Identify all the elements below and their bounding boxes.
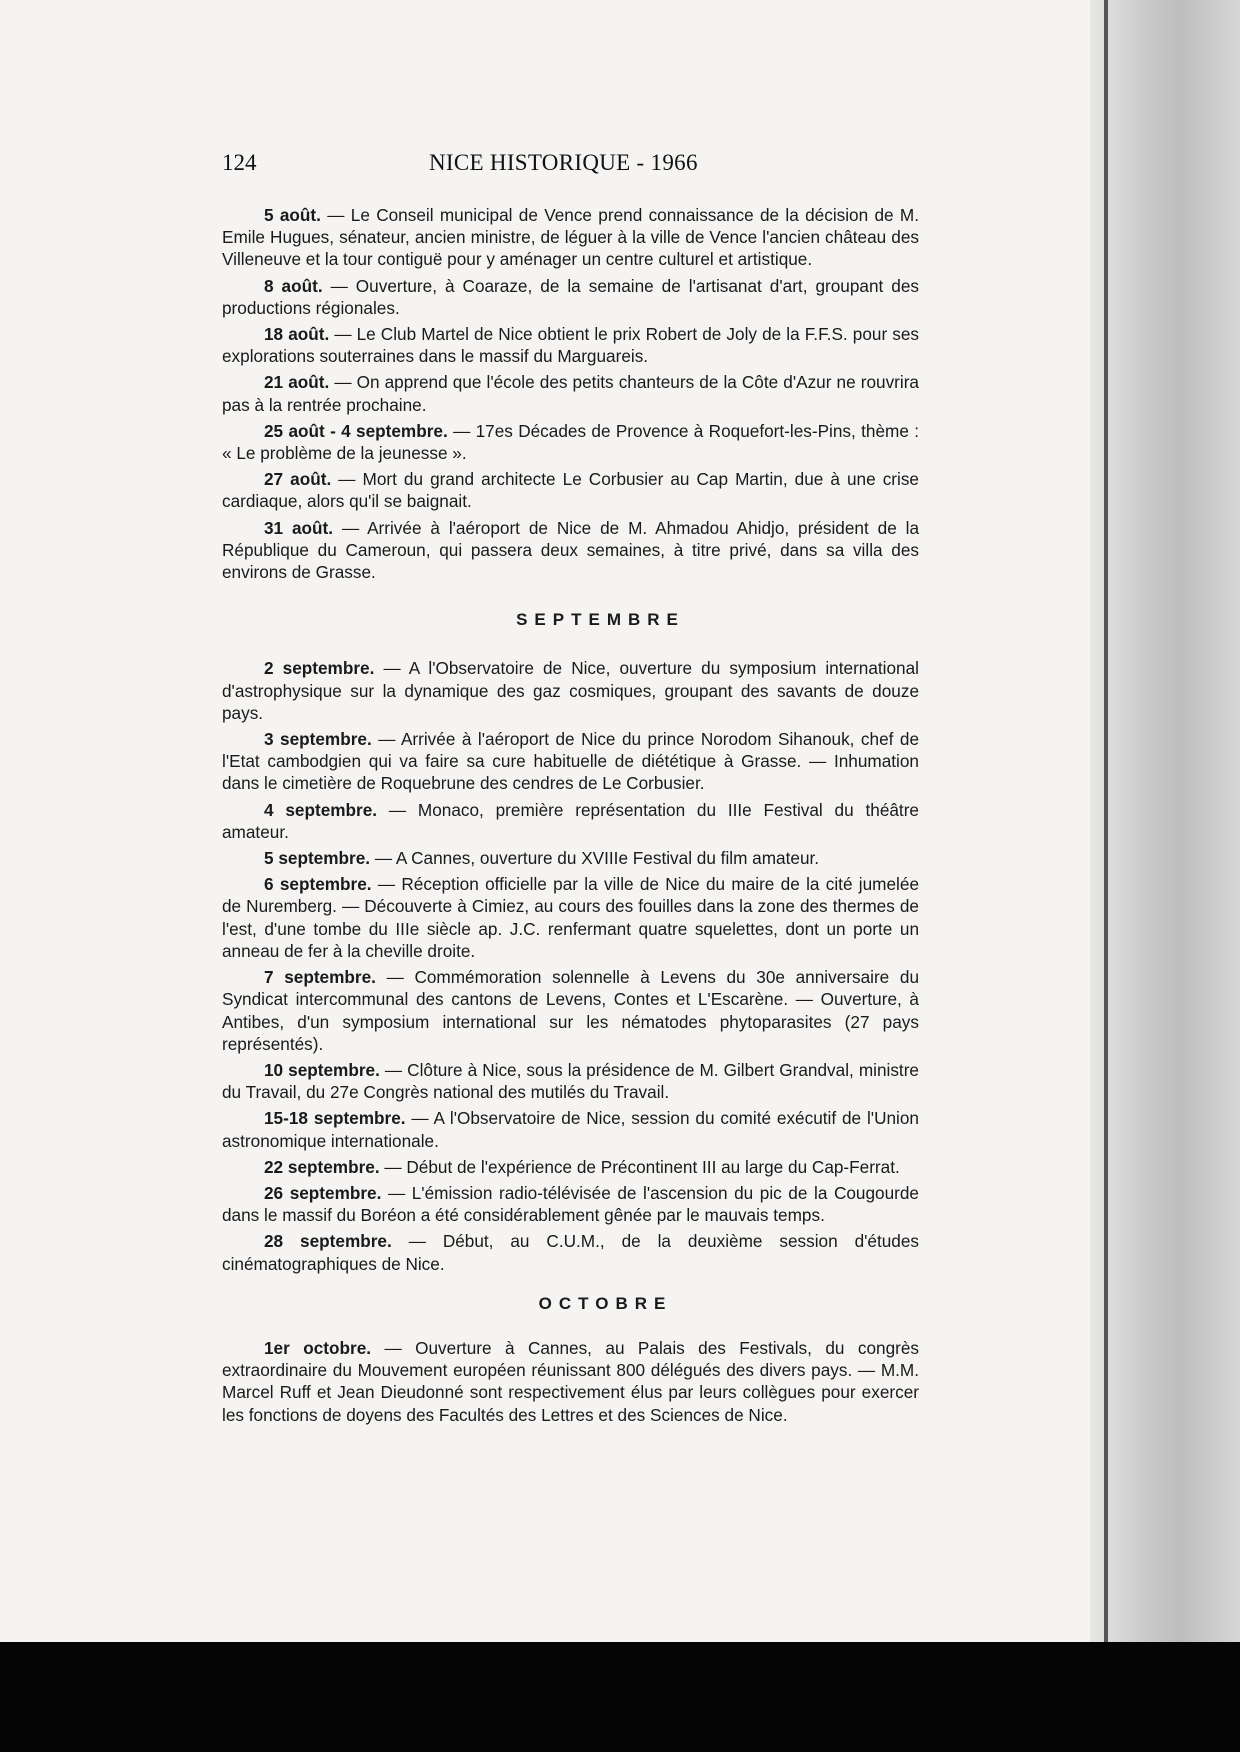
entry-date: 15-18 septembre. bbox=[264, 1108, 406, 1129]
chronicle-entry bbox=[222, 873, 919, 962]
entry-text: Réception officielle par la ville de Nice du maire de la cité jumelée de Nuremberg. — Découverte à Cimiez, au cours des fouilles dans la zone des thermes de l'est, d'une tombe du IIIe siècle ap. J.C. renfermant quatre squelettes, dont un porte un anneau de fer à la cheville droite. bbox=[222, 874, 919, 961]
page-edge-line bbox=[1104, 0, 1108, 1642]
entry-date: 4 septembre. bbox=[264, 799, 378, 820]
chronicle-entry bbox=[222, 966, 919, 1055]
entry-text: Début, au C.U.M., de la deuxième session d'études cinématographiques de Nice. bbox=[222, 1231, 920, 1274]
entry-date: 2 septembre. bbox=[264, 658, 375, 679]
august-entries bbox=[222, 204, 919, 583]
entry-dash: — bbox=[387, 1182, 406, 1203]
entry-dash: — bbox=[388, 799, 407, 820]
entry-date: 6 septembre. bbox=[264, 874, 372, 895]
entry-text: A l'Observatoire de Nice, ouverture du symposium international d'astrophysique sur la dynamique des gaz cosmiques, groupant des savants de douze pays. bbox=[222, 658, 919, 723]
section-heading-october: OCTOBRE bbox=[538, 1293, 673, 1313]
entry-dash: — bbox=[384, 1059, 403, 1080]
entry-date: 8 août. bbox=[264, 275, 323, 296]
entry-date: 26 septembre. bbox=[264, 1182, 382, 1203]
entry-text: Arrivée à l'aéroport de Nice de M. Ahmadou Ahidjo, président de la République du Cameroun, qui passera deux semaines, à titre privé, dans sa villa des environs de Grasse. bbox=[222, 517, 920, 583]
entry-text: Ouverture à Cannes, au Palais des Festivals, du congrès extraordinaire du Mouvement européen réunissant 800 délégués des divers pays. — M.M. Marcel Ruff et Jean Dieudonné sont respectivement élus par leurs collègues pour exercer les fonctions de doyens des Facultés des Lettres et des Sciences de Nice. bbox=[222, 1337, 920, 1425]
entry-dash: — bbox=[383, 658, 401, 679]
entry-date: 22 septembre. bbox=[264, 1156, 380, 1177]
chronicle-entry bbox=[222, 1230, 919, 1274]
entry-dash: — bbox=[377, 874, 396, 895]
chronicle-entry bbox=[222, 517, 919, 584]
entry-text: Commémoration solennelle à Levens du 30e anniversaire du Syndicat intercommunal des cantons de Levens, Contes et L'Escarène. — Ouverture, à Antibes, d'un symposium international sur les nématodes phytoparasites (27 pays représentés). bbox=[222, 967, 920, 1054]
entry-dash: — bbox=[334, 372, 352, 393]
october-entries bbox=[222, 1337, 919, 1426]
chronicle-entry bbox=[222, 1156, 919, 1178]
chronicle-entry bbox=[222, 420, 919, 464]
chronicle-entry bbox=[222, 323, 919, 367]
entry-dash: — bbox=[378, 729, 396, 750]
entry-dash: — bbox=[453, 420, 471, 441]
entry-date: 21 août. bbox=[264, 372, 330, 393]
entry-date: 27 août. bbox=[264, 469, 332, 490]
chronicle-entry bbox=[222, 275, 919, 319]
entry-text: On apprend que l'école des petits chanteurs de la Côte d'Azur ne rouvrira pas à la rentrée prochaine. bbox=[222, 372, 919, 415]
entry-dash: — bbox=[327, 205, 345, 225]
entry-text: Le Club Martel de Nice obtient le prix Robert de Joly de la F.F.S. pour ses explorations souterraines dans le massif du Marguareis. bbox=[222, 324, 919, 367]
entry-dash: — bbox=[411, 1108, 429, 1129]
page-number: 124 bbox=[222, 150, 257, 175]
chronicle-entry bbox=[222, 728, 919, 795]
entry-date: 5 septembre. bbox=[264, 848, 371, 869]
entry-dash: — bbox=[338, 469, 356, 490]
entry-text: Arrivée à l'aéroport de Nice du prince Norodom Sihanouk, chef de l'Etat cambodgien qui va faire sa cure habituelle de diététique à Grasse. — Inhumation dans le cimetière de Roquebrune des cendres de Le Corbusier. bbox=[222, 729, 919, 794]
entry-dash: — bbox=[330, 275, 348, 296]
entry-date: 28 septembre. bbox=[264, 1231, 392, 1252]
page-edge-shadow bbox=[1090, 0, 1240, 1642]
entry-date: 7 septembre. bbox=[264, 967, 376, 988]
entry-date: 25 août - 4 septembre. bbox=[264, 420, 448, 441]
entry-text: L'émission radio-télévisée de l'ascension du pic de la Cougourde dans le massif du Boréon a été considérablement gênée par le mauvais temps. bbox=[222, 1182, 919, 1226]
entry-text: Mort du grand architecte Le Corbusier au Cap Martin, due à une crise cardiaque, alors qu'il se baignait. bbox=[222, 469, 919, 512]
chronicle-entry bbox=[222, 468, 919, 512]
entry-dash: — bbox=[384, 1156, 402, 1177]
entry-date: 5 août. bbox=[264, 205, 321, 225]
entry-text: Monaco, première représentation du IIIe Festival du théâtre amateur. bbox=[222, 799, 919, 842]
entry-date: 31 août. bbox=[264, 517, 334, 538]
scanner-bottom-band bbox=[0, 1642, 1240, 1752]
chronicle-entry bbox=[222, 371, 919, 415]
entry-text: A Cannes, ouverture du XVIIIe Festival du film amateur. bbox=[395, 848, 820, 869]
entry-dash: — bbox=[374, 848, 393, 869]
entry-text: A l'Observatoire de Nice, session du comité exécutif de l'Union astronomique internationale. bbox=[222, 1108, 919, 1151]
entry-dash: — bbox=[408, 1231, 426, 1252]
running-title: NICE HISTORIQUE - 1966 bbox=[429, 150, 698, 175]
entry-text: Début de l'expérience de Précontinent III au large du Cap-Ferrat. bbox=[406, 1156, 900, 1177]
entry-date: 1er octobre. bbox=[264, 1337, 372, 1358]
chronicle-entry bbox=[222, 1107, 919, 1151]
entry-date: 10 septembre. bbox=[264, 1059, 380, 1080]
chronicle-entry bbox=[222, 1059, 919, 1103]
chronicle-entry bbox=[222, 799, 919, 843]
section-heading-september: SEPTEMBRE bbox=[516, 610, 685, 630]
entry-date: 18 août. bbox=[264, 324, 330, 345]
chronicle-entry bbox=[222, 657, 919, 724]
entry-dash: — bbox=[384, 1337, 402, 1358]
page-content bbox=[222, 204, 919, 1430]
entry-dash: — bbox=[341, 517, 360, 538]
entry-dash: — bbox=[334, 324, 352, 345]
chronicle-entry bbox=[222, 204, 919, 271]
entry-dash: — bbox=[386, 967, 404, 988]
chronicle-entry bbox=[222, 847, 919, 869]
chronicle-entry bbox=[222, 1337, 919, 1426]
entry-text: Clôture à Nice, sous la présidence de M. Gilbert Grandval, ministre du Travail, du 27e Congrès national des mutilés du Travail. bbox=[222, 1059, 919, 1103]
entry-text: Le Conseil municipal de Vence prend connaissance de la décision de M. Emile Hugues, sénateur, ancien ministre, de léguer à la ville de Vence l'ancien château des Villeneuve et la tour contiguë pour y aménager un centre culturel et artistique. bbox=[222, 205, 920, 270]
entry-text: Ouverture, à Coaraze, de la semaine de l'artisanat d'art, groupant des productions régionales. bbox=[222, 275, 920, 318]
entry-date: 3 septembre. bbox=[264, 729, 372, 750]
entry-text: 17es Décades de Provence à Roquefort-les-Pins, thème : « Le problème de la jeunesse ». bbox=[222, 420, 920, 464]
september-entries bbox=[222, 657, 919, 1274]
chronicle-entry bbox=[222, 1182, 919, 1226]
